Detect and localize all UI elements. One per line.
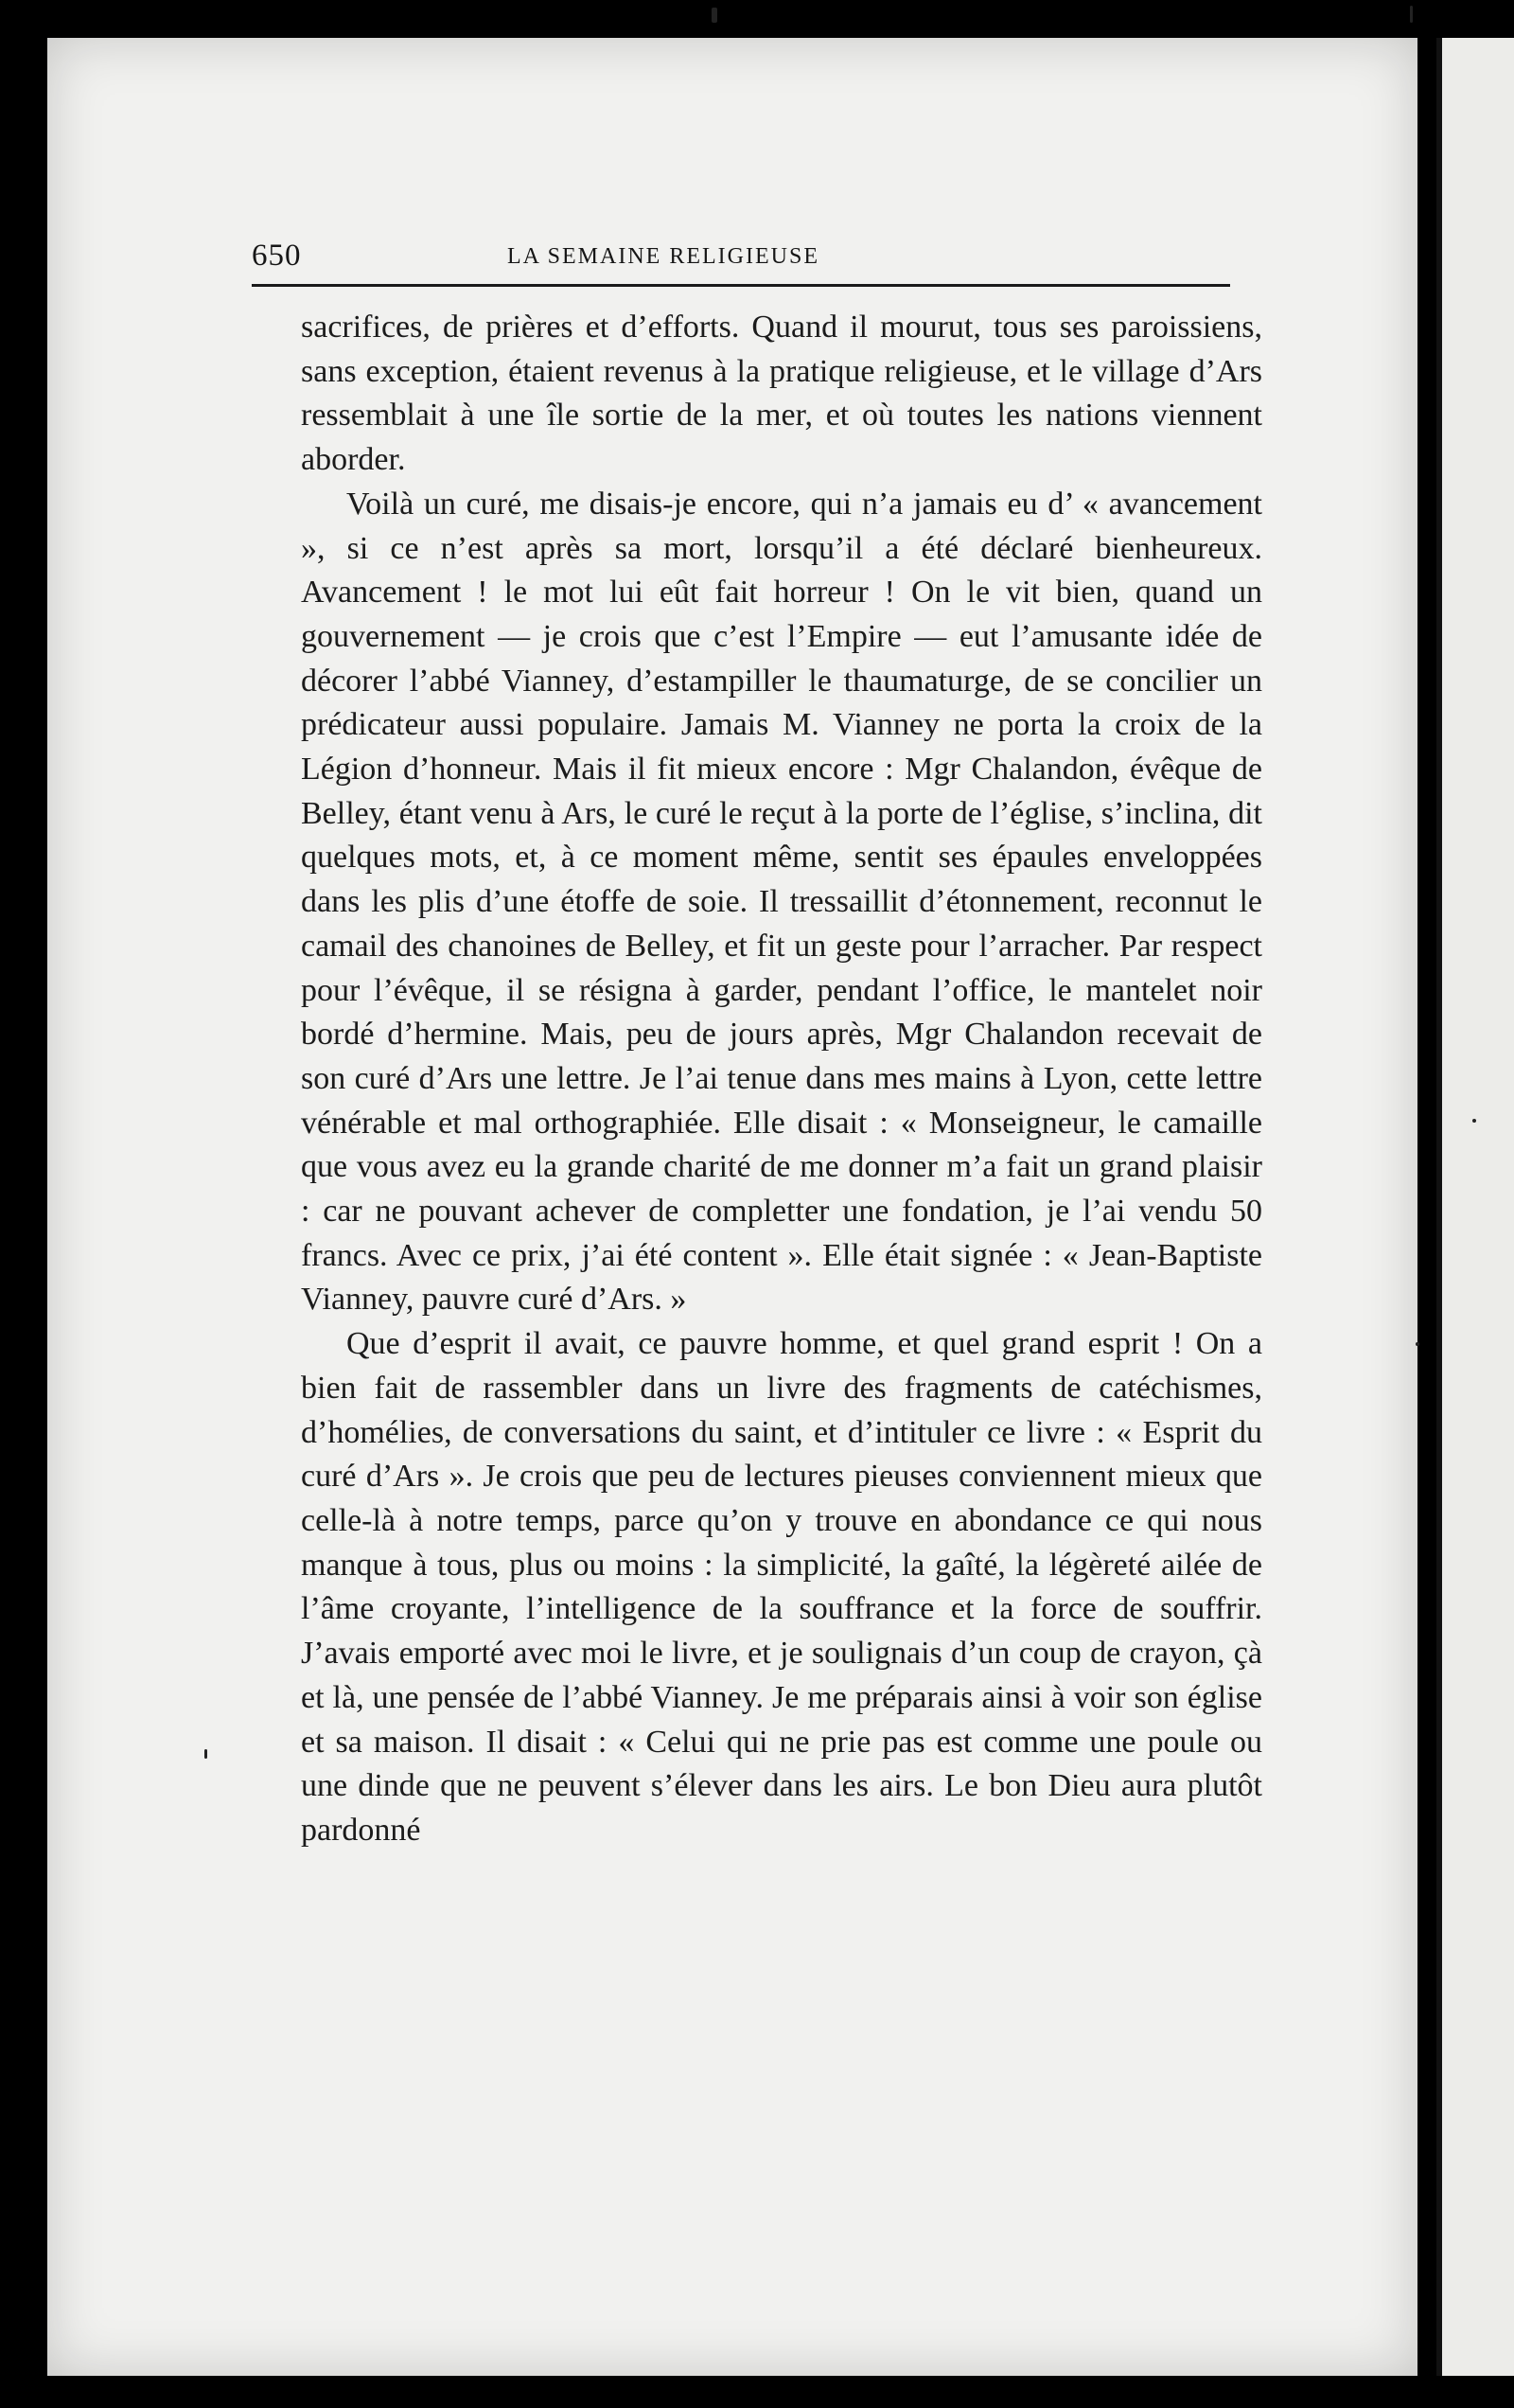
- body-text: [301, 306, 1262, 1853]
- facing-page-edge: [1436, 38, 1514, 2376]
- paragraph-3: Que d’esprit il avait, ce pauvre homme, et quel grand esprit ! On a bien fait de rassembler dans un livre des fragments de catéchismes, d’homélies, de conversations du saint, et d’intituler ce livre : « Esprit du curé d’Ars ». Je crois que peu de lectures pieuses conviennent mieux que celle-là à notre temps, parce qu’on y trouve en abondance ce qui nous manque à tous, plus ou moins : la simplicité, la gaîté, la légèreté ailée de l’âme croyante, l’intelligence de la souffrance et la force de souffrir. J’avais emporté avec moi le livre, et je soulignais d’un coup de crayon, çà et là, une pensée de l’abbé Vianney. Je me préparais ainsi à voir son église et sa maison. Il disait : « Celui qui ne prie pas est comme une poule ou une dinde que ne peuvent s’élever dans les airs. Le bon Dieu aura plutôt pardonné: [301, 1326, 1262, 1848]
- header-rule: [252, 284, 1230, 287]
- scan-speck: [712, 8, 717, 23]
- scan-speck: [1416, 1342, 1419, 1346]
- paragraph-2: Voilà un curé, me disais-je encore, qui n’a jamais eu d’ « avancement », si ce n’est après sa mort, lorsqu’il a été déclaré bienheureux. Avancement ! le mot lui eût fait horreur ! On le vit bien, quand un gouvernement — je crois que c’est l’Empire — eut l’amusante idée de décorer l’abbé Vianney, d’estampiller le thaumaturge, de se concilier un prédicateur aussi populaire. Jamais M. Vianney ne porta la croix de la Légion d’honneur. Mais il fit mieux encore : Mgr Chalandon, évêque de Belley, étant venu à Ars, le curé le reçut à la porte de l’église, s’inclina, dit quelques mots, et, à ce moment même, sentit ses épaules enveloppées dans les plis d’une étoffe de soie. Il tressaillit d’étonnement, reconnut le camail des chanoines de Belley, et fit un geste pour l’arracher. Par respect pour l’évêque, il se résigna à garder, pendant l’office, le mantelet noir bordé d’hermine. Mais, peu de jours après, Mgr Chalandon recevait de son curé d’Ars une lettre. Je l’ai tenue dans mes mains à Lyon, cette lettre vénérable et mal orthographiée. Elle disait : « Monseigneur, le camaille que vous avez eu la grande charité de me donner m’a fait un grand plaisir : car ne pouvant achever de completter une fondation, je l’ai vendu 50 francs. Avec ce prix, j’ai été content ». Elle était signée : « Jean-Baptiste Vianney, pauvre curé d’Ars. »: [301, 486, 1262, 1318]
- paragraph-1: sacrifices, de prières et d’efforts. Quand il mourut, tous ses paroissiens, sans exception, étaient revenus à la pratique religieuse, et le village d’Ars ressemblait à une île sortie de la mer, et où toutes les nations viennent aborder.: [301, 310, 1262, 478]
- scan-speck: [1472, 1119, 1476, 1123]
- scan-speck: [1410, 6, 1413, 23]
- page-header: [252, 239, 1230, 286]
- page-number: 650: [252, 239, 302, 273]
- running-title: LA SEMAINE RELIGIEUSE: [507, 244, 819, 269]
- scan-speck: [204, 1749, 207, 1759]
